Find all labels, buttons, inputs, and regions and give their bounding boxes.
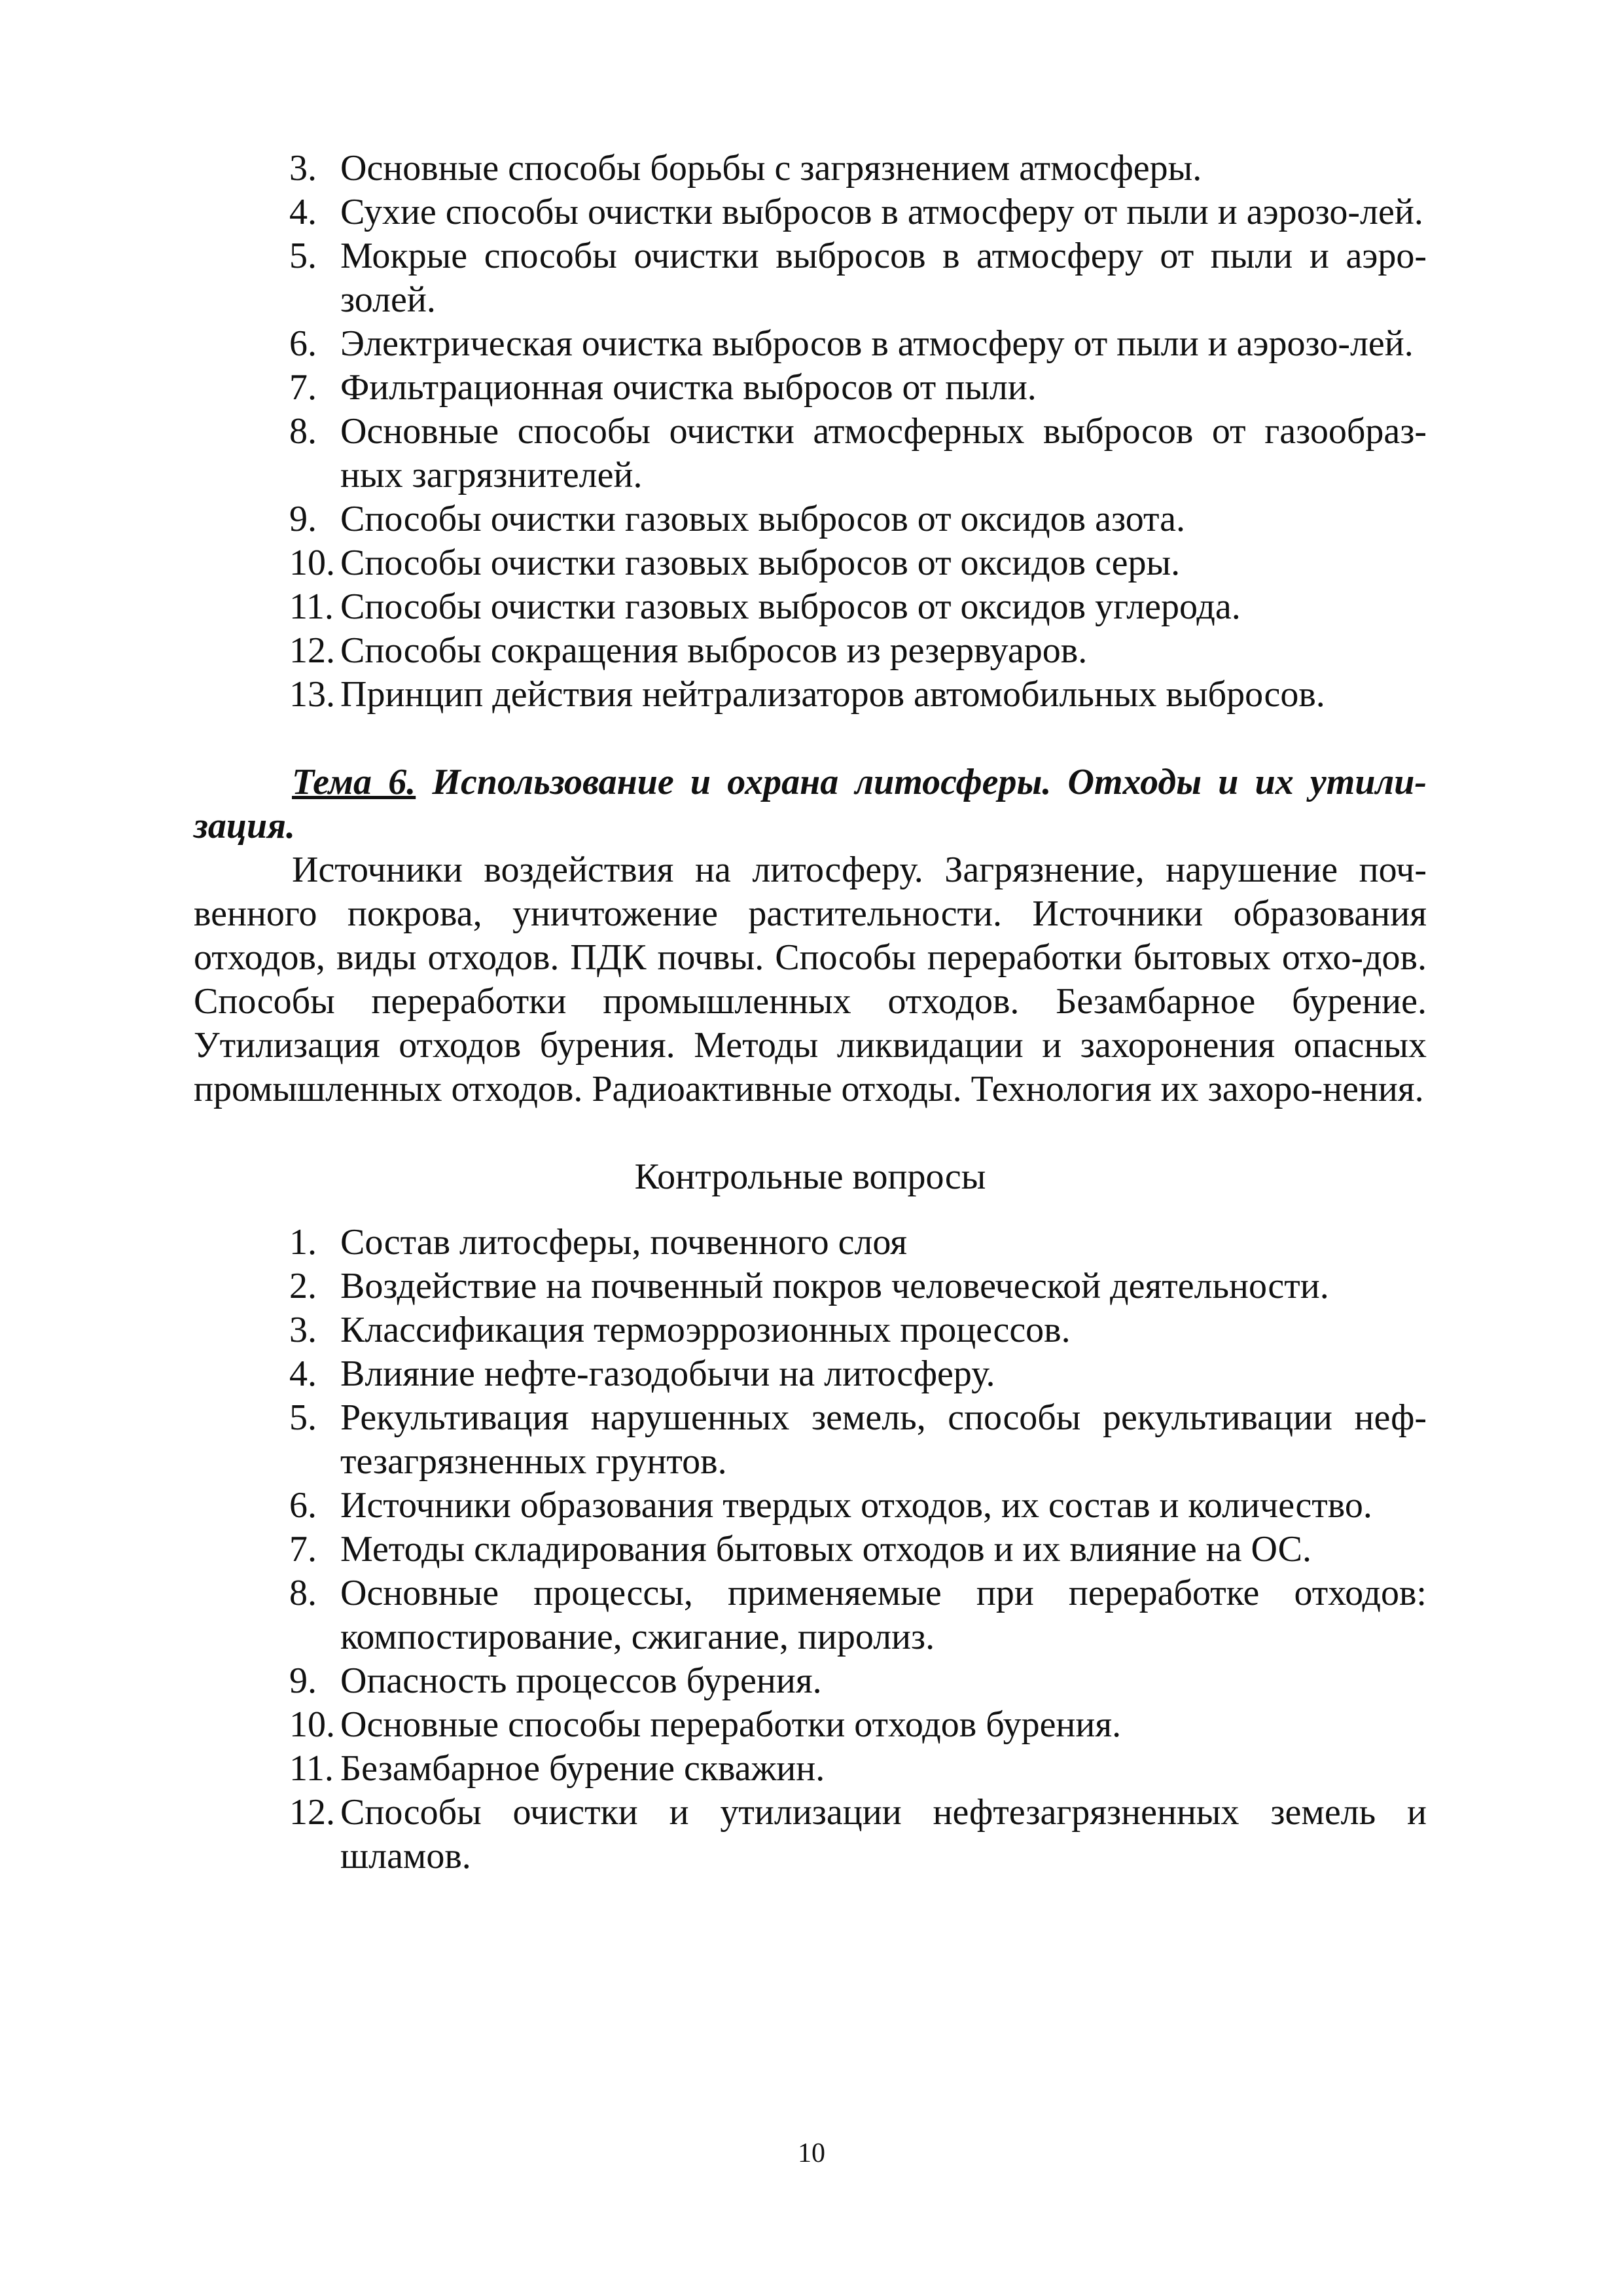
list-item-text: Опасность процессов бурения. (340, 1660, 822, 1701)
list-item (194, 1352, 1427, 1396)
list-item-number: 9. (289, 1660, 317, 1701)
list-item-number: 10. (289, 543, 335, 583)
list-item (194, 1528, 1427, 1571)
list-item-text: Состав литосферы, почвенного слоя (340, 1222, 908, 1263)
list-item-text: Основные способы очистки атмосферных выбросов от газообраз-ных загрязнителей. (340, 411, 1427, 495)
list-item-text: Принцип действия нейтрализаторов автомобильных выбросов. (340, 674, 1325, 715)
list-item (194, 1265, 1427, 1308)
list-item-number: 13. (289, 674, 335, 715)
list-item (194, 1747, 1427, 1791)
list-item-text: Электрическая очистка выбросов в атмосферу от пыли и аэрозо-лей. (340, 323, 1414, 364)
list-item (194, 1308, 1427, 1352)
list-item-number: 2. (289, 1266, 317, 1306)
questions-list-air (194, 147, 1427, 717)
list-item (194, 585, 1427, 629)
list-item-number: 11. (289, 586, 334, 627)
list-item (194, 1659, 1427, 1703)
list-item-number: 4. (289, 1354, 317, 1394)
list-item-text: Безамбарное бурение скважин. (340, 1748, 825, 1789)
list-item-text: Методы складирования бытовых отходов и их влияние на ОС. (340, 1529, 1311, 1570)
list-item (194, 673, 1427, 717)
list-item-number: 6. (289, 1485, 317, 1526)
questions-list-lithosphere (194, 1221, 1427, 1878)
list-item-text: Источники образования твердых отходов, их состав и количество. (340, 1485, 1372, 1526)
list-item-number: 7. (289, 1529, 317, 1570)
list-item (194, 497, 1427, 541)
list-item (194, 1791, 1427, 1878)
topic-title: Использование и охрана литосферы. Отходы и их утили-зация. (194, 762, 1427, 846)
page-number: 10 (798, 2138, 825, 2168)
list-item-number: 9. (289, 499, 317, 539)
list-item-text: Способы очистки газовых выбросов от оксидов азота. (340, 499, 1186, 539)
topic-heading (194, 761, 1427, 848)
list-item-number: 11. (289, 1748, 334, 1789)
list-item-text: Способы очистки газовых выбросов от оксидов серы. (340, 543, 1181, 583)
list-item-number: 12. (289, 1792, 335, 1833)
list-item (194, 234, 1427, 322)
list-item-number: 8. (289, 1573, 317, 1613)
list-item (194, 541, 1427, 585)
list-item-number: 5. (289, 236, 317, 276)
list-item (194, 629, 1427, 673)
list-item (194, 366, 1427, 410)
list-item-text: Способы очистки газовых выбросов от оксидов углерода. (340, 586, 1241, 627)
list-item-number: 4. (289, 192, 317, 232)
list-item-text: Влияние нефте-газодобычи на литосферу. (340, 1354, 995, 1394)
list-item-text: Основные способы переработки отходов бурения. (340, 1704, 1122, 1745)
list-item-number: 5. (289, 1397, 317, 1438)
list-item-text: Способы сокращения выбросов из резервуаров. (340, 630, 1088, 671)
list-item (194, 1484, 1427, 1528)
list-item-number: 3. (289, 1310, 317, 1350)
list-item-text: Рекультивация нарушенных земель, способы рекультивации неф-тезагрязненных грунтов. (340, 1397, 1427, 1482)
list-item (194, 190, 1427, 234)
list-item-number: 1. (289, 1222, 317, 1263)
section-heading: Контрольные вопросы (634, 1157, 986, 1197)
list-item-number: 10. (289, 1704, 335, 1745)
list-item (194, 410, 1427, 497)
list-item (194, 147, 1427, 190)
list-item-text: Способы очистки и утилизации нефтезагрязненных земель и шламов. (340, 1792, 1427, 1876)
list-item (194, 1396, 1427, 1484)
list-item (194, 1571, 1427, 1659)
list-item-text: Классификация термоэррозионных процессов. (340, 1310, 1071, 1350)
list-item-number: 12. (289, 630, 335, 671)
list-item-text: Основные процессы, применяемые при переработке отходов: компостирование, сжигание, пиролиз. (340, 1573, 1427, 1657)
list-item-number: 6. (289, 323, 317, 364)
page-content (194, 147, 1427, 1878)
list-item (194, 322, 1427, 366)
list-item-text: Воздействие на почвенный покров человеческой деятельности. (340, 1266, 1329, 1306)
list-item-number: 7. (289, 367, 317, 408)
list-item-number: 8. (289, 411, 317, 452)
topic-paragraph: Источники воздействия на литосферу. Загрязнение, нарушение поч-венного покрова, уничтожение растительности. Источники образования отходов, виды отходов. ПДК почвы. Способы переработки бытовых отхо-дов. Способы переработки промышленных отходов. Безамбарное бурение. Утилизация отходов бурения. Методы ликвидации и захоронения опасных промышленных отходов. Радиоактивные отходы. Технология их захоро-нения. (194, 850, 1427, 1109)
list-item (194, 1221, 1427, 1265)
list-item-text: Основные способы борьбы с загрязнением атмосферы. (340, 148, 1202, 188)
list-item-number: 3. (289, 148, 317, 188)
topic-label: Тема 6. (292, 762, 416, 802)
list-item-text: Мокрые способы очистки выбросов в атмосферу от пыли и аэро-золей. (340, 236, 1427, 320)
list-item-text: Фильтрационная очистка выбросов от пыли. (340, 367, 1037, 408)
list-item-text: Сухие способы очистки выбросов в атмосферу от пыли и аэрозо-лей. (340, 192, 1423, 232)
list-item (194, 1703, 1427, 1747)
